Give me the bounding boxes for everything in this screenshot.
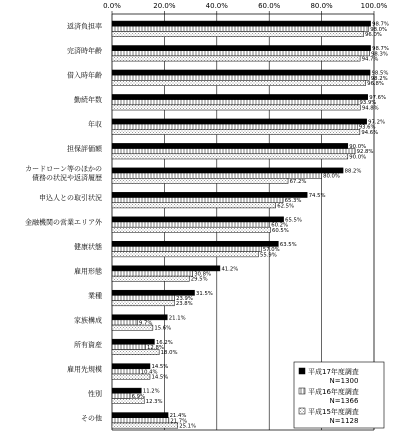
bar: [112, 276, 189, 281]
legend-series-n: N=1300: [329, 377, 359, 385]
value-label: 23.9%: [176, 296, 193, 303]
value-label: 18.0%: [160, 350, 178, 357]
bar: [112, 217, 284, 222]
category-label: 借入時年齢: [67, 71, 102, 80]
value-label: 21.7%: [170, 418, 188, 425]
bar: [112, 100, 358, 105]
value-label: 97.6%: [369, 95, 387, 102]
category-label: 申込人との取引状況: [39, 194, 102, 203]
value-label: 98.7%: [372, 46, 389, 53]
bar: [112, 369, 139, 374]
value-label: 12.8%: [147, 344, 164, 351]
tick-label: 20.0%: [153, 2, 176, 10]
bar: [112, 192, 307, 197]
bar: [112, 94, 368, 99]
bar: [112, 70, 370, 75]
value-label: 96.8%: [367, 80, 384, 87]
bar: [112, 26, 369, 31]
bar: [112, 393, 130, 398]
value-label: 60.5%: [272, 227, 289, 234]
value-label: 55.9%: [259, 252, 277, 259]
legend-series-name: 平成17年度調査: [308, 368, 359, 376]
value-label: 14.5%: [151, 364, 169, 371]
bar: [112, 241, 278, 246]
category-label: 業種: [88, 291, 102, 300]
legend-swatch: [299, 408, 305, 414]
legend-series-n: N=1128: [329, 417, 359, 425]
bar: [112, 320, 137, 325]
bar: [112, 56, 360, 61]
tick-label: 100.0%: [360, 2, 388, 10]
bar: [112, 80, 366, 85]
bar: [112, 388, 141, 393]
tick-label: 60.0%: [258, 2, 281, 10]
value-label: 94.8%: [361, 105, 379, 112]
value-label: 96.0%: [365, 32, 382, 39]
category-label: 債務の状況や返済履歴: [32, 174, 102, 183]
value-label: 98.5%: [371, 70, 389, 77]
value-label: 11.2%: [142, 388, 160, 395]
value-label: 57.0%: [262, 247, 280, 254]
value-label: 21.4%: [169, 413, 187, 420]
value-label: 94.6%: [361, 129, 379, 136]
category-label: 健康状態: [74, 242, 102, 251]
category-label: 雇用先規模: [67, 365, 102, 374]
value-label: 29.5%: [190, 276, 208, 283]
bar: [112, 252, 258, 257]
bar: [112, 246, 261, 251]
value-label: 21.1%: [168, 315, 186, 322]
value-label: 98.2%: [370, 75, 388, 82]
bar: [112, 51, 370, 56]
value-label: 93.9%: [359, 100, 377, 107]
tick-label: 80.0%: [310, 2, 333, 10]
bar: [112, 46, 371, 51]
value-label: 93.6%: [358, 124, 376, 131]
value-label: 94.7%: [361, 56, 379, 63]
value-label: 30.8%: [194, 271, 212, 278]
tick-label: 0.0%: [103, 2, 121, 10]
value-label: 60.2%: [271, 222, 289, 229]
category-label: 性別: [88, 389, 102, 398]
category-label: 担保評価額: [67, 145, 102, 154]
value-label: 97.2%: [368, 119, 385, 126]
category-label: 家族構成: [74, 316, 102, 325]
bar: [112, 227, 271, 232]
category-label: 勤続年数: [74, 96, 102, 105]
bar: [112, 143, 348, 148]
legend-series-name: 平成16年度調査: [308, 388, 359, 396]
bar: [112, 290, 195, 295]
bar: [112, 203, 276, 208]
bar: [112, 344, 146, 349]
legend: [294, 362, 384, 428]
bar: [112, 339, 154, 344]
value-label: 63.5%: [279, 241, 297, 248]
value-label: 74.5%: [308, 192, 326, 199]
category-label: 金融機関の営業エリア外: [25, 218, 102, 227]
bar: [112, 149, 355, 154]
value-label: 62.5%: [277, 203, 295, 210]
bar: [112, 413, 168, 418]
value-label: 15.6%: [154, 325, 172, 332]
category-label: その他: [81, 414, 102, 423]
category-label: カードローン等のほかの: [25, 165, 102, 174]
legend-series-name: 平成15年度調査: [308, 408, 359, 416]
bar: [112, 105, 360, 110]
category-label: 返済負担率: [67, 22, 102, 31]
value-label: 65.3%: [284, 198, 302, 205]
value-label: 88.2%: [344, 168, 362, 175]
category-label: 所有資産: [74, 340, 102, 349]
bar: [112, 364, 150, 369]
bar: [112, 129, 360, 134]
bar: [112, 266, 220, 271]
tick-label: 40.0%: [205, 2, 228, 10]
value-label: 9.7%: [138, 320, 153, 327]
bar: [112, 222, 270, 227]
legend-swatch: [299, 368, 305, 374]
value-label: 90.0%: [349, 154, 367, 161]
value-label: 31.5%: [196, 290, 213, 297]
value-label: 23.8%: [175, 301, 193, 308]
value-label: 6.9%: [131, 393, 146, 400]
category-labels: [25, 22, 103, 423]
bar: [112, 423, 178, 428]
bar: [112, 154, 348, 159]
bar: [112, 198, 283, 203]
value-label: 92.8%: [356, 149, 374, 156]
value-label: 65.5%: [285, 217, 302, 224]
bar: [112, 173, 322, 178]
legend-swatch: [299, 388, 305, 394]
value-label: 10.4%: [140, 369, 158, 376]
bar: [112, 119, 367, 124]
bar: [112, 418, 169, 423]
value-label: 67.2%: [289, 178, 307, 185]
bar: [112, 31, 364, 36]
value-label: 12.3%: [145, 399, 163, 406]
bar: [112, 21, 371, 26]
value-label: 98.7%: [372, 21, 389, 28]
bar: [112, 295, 175, 300]
bar: [112, 75, 369, 80]
bar: [112, 178, 288, 183]
bar: [112, 271, 193, 276]
value-label: 41.2%: [221, 266, 239, 273]
x-axis-ticks: [103, 2, 388, 14]
bar: [112, 301, 174, 306]
value-label: 25.1%: [179, 423, 197, 430]
category-label: 完済時年齢: [67, 47, 102, 56]
bar: [112, 124, 357, 129]
bar: [112, 168, 343, 173]
category-label: 年収: [88, 120, 102, 129]
value-label: 80.0%: [323, 173, 340, 180]
value-label: 98.0%: [370, 26, 388, 33]
value-label: 16.2%: [155, 339, 173, 346]
value-label: 90.0%: [349, 143, 367, 150]
value-label: 14.5%: [151, 374, 169, 381]
bar: [112, 315, 167, 320]
value-label: 98.3%: [371, 51, 388, 58]
category-label: 雇用形態: [74, 267, 102, 276]
legend-series-n: N=1366: [329, 397, 359, 405]
